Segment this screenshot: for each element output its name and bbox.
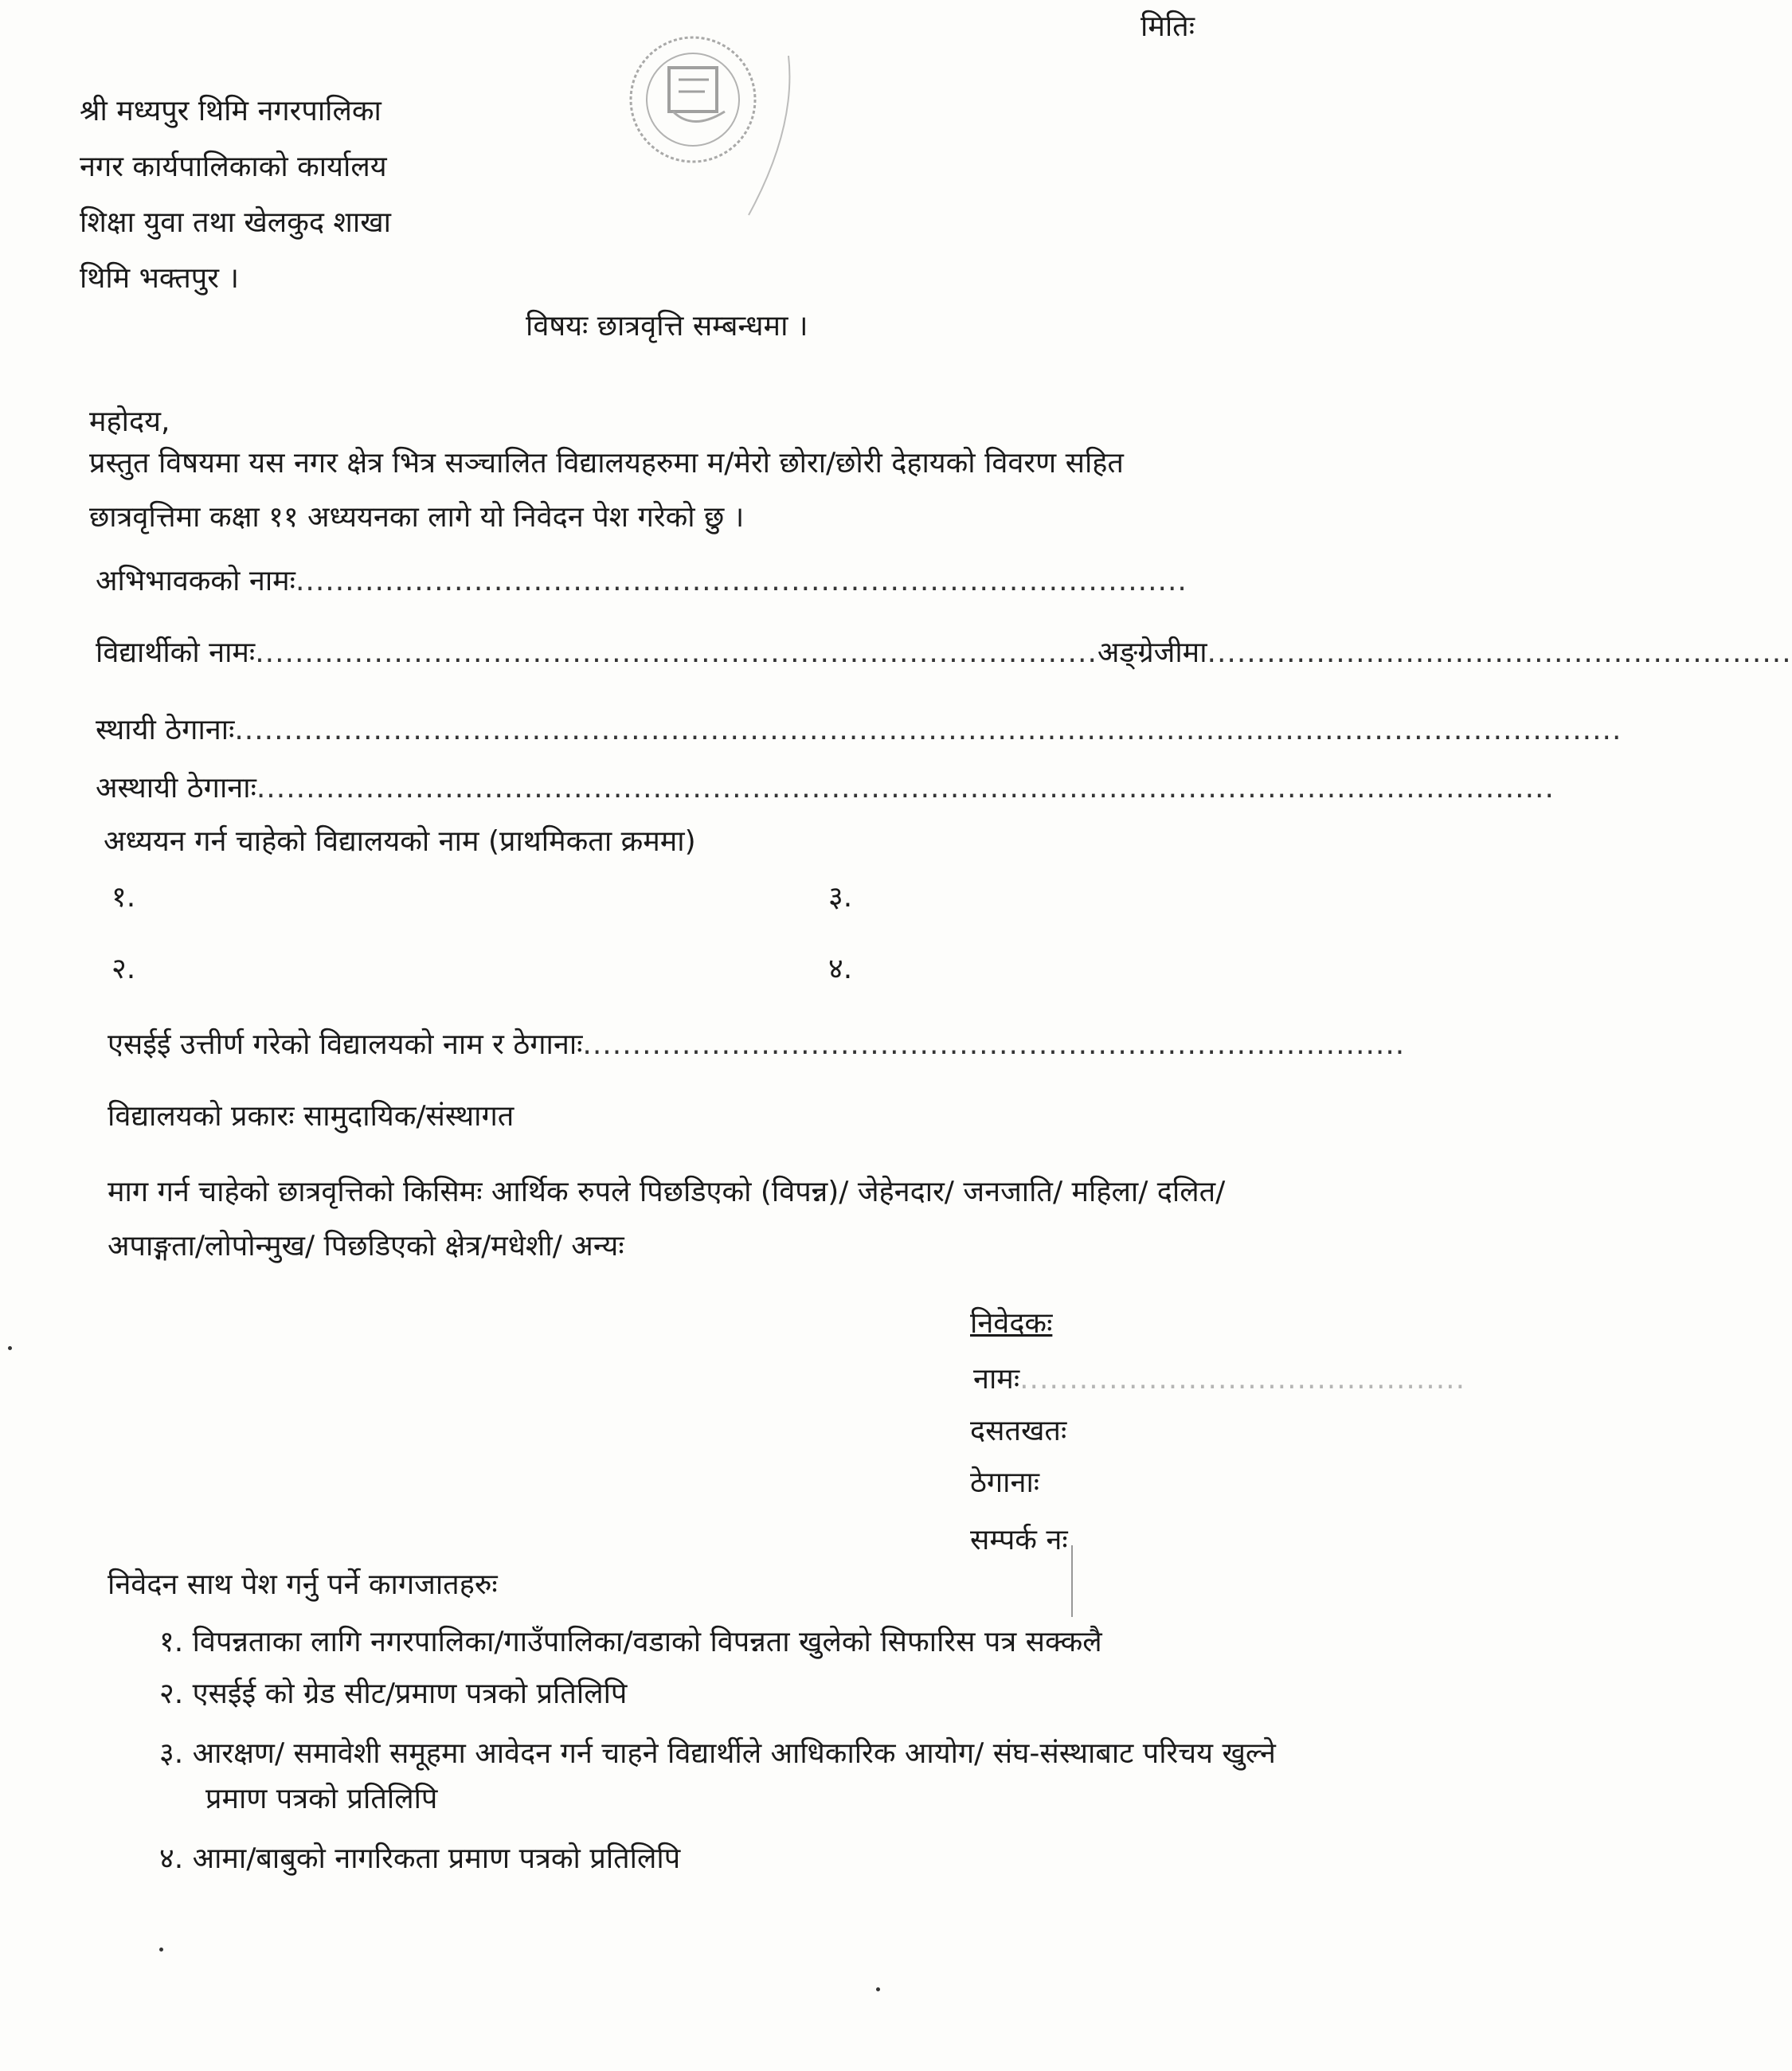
addressee-line-2: नगर कार्यपालिकाको कार्यालय	[80, 151, 387, 183]
documents-heading: निवेदन साथ पेश गर्नु पर्ने कागजातहरुः	[108, 1568, 498, 1601]
document-item-3: ३. आरक्षण/ समावेशी समूहमा आवेदन गर्न चाहने विद्यार्थीले आधिकारिक आयोग/ संघ-संस्थाबाट परिचय खुल्ने	[159, 1737, 1276, 1770]
addressee-line-1: श्री मध्यपुर थिमि नगरपालिका	[80, 95, 381, 127]
preference-4-label: ४.	[828, 953, 853, 985]
preference-2-label: २.	[112, 953, 136, 985]
student-name-label: विद्यार्थीको नामः.....................................................................................अङ्ग्रेजीमा...........................................................	[96, 636, 1792, 669]
school-preference-label: अध्ययन गर्न चाहेको विद्यालयको नाम (प्राथमिकता क्रममा)	[104, 825, 696, 858]
applicant-address-label: ठेगानाः	[970, 1466, 1040, 1499]
scan-speck	[876, 1987, 880, 1991]
school-type-label: विद्यालयको प्रकारः सामुदायिक/संस्थागत	[108, 1100, 515, 1133]
addressee-line-3: शिक्षा युवा तथा खेलकुद शाखा	[80, 206, 391, 239]
addressee-line-4: थिमि भक्तपुर ।	[80, 262, 240, 295]
municipal-seal-icon	[605, 24, 820, 263]
scan-speck	[8, 1346, 12, 1350]
see-school-label: एसईई उत्तीर्ण गरेको विद्यालयको नाम र ठेगानाः...................................................................................	[108, 1028, 1406, 1061]
document-item-4: ४. आमा/बाबुको नागरिकता प्रमाण पत्रको प्रतिलिपि	[159, 1842, 681, 1875]
applicant-heading: निवेदकः	[970, 1307, 1053, 1340]
document-item-2: २. एसईई को ग्रेड सीट/प्रमाण पत्रको प्रतिलिपि	[159, 1678, 628, 1710]
permanent-address-label: स्थायी ठेगानाः............................................................................................................................................	[96, 714, 1622, 746]
applicant-name-label: नामः.............................................	[973, 1363, 1466, 1396]
pen-mark	[1071, 1545, 1073, 1617]
scholarship-type-line-2: अपाङ्गता/लोपोन्मुख/ पिछडिएको क्षेत्र/मधेशी/ अन्यः	[108, 1230, 624, 1263]
preference-1-label: १.	[112, 881, 136, 914]
body-line-1: प्रस्तुत विषयमा यस नगर क्षेत्र भित्र सञ्चालित विद्यालयहरुमा म/मेरो छोरा/छोरी देहायको विवरण सहित	[89, 447, 1124, 480]
body-line-2: छात्रवृत्तिमा कक्षा ११ अध्ययनका लागे यो निवेदन पेश गरेको छु ।	[89, 501, 745, 534]
subject-line: विषयः छात्रवृत्ति सम्बन्धमा ।	[526, 310, 808, 343]
english-name-label: अङ्ग्रेजीमा	[1097, 636, 1207, 669]
preference-3-label: ३.	[828, 881, 853, 914]
temporary-address-label: अस्थायी ठेगानाः...................................................................................................................................	[96, 772, 1555, 805]
document-item-3-cont: प्रमाण पत्रको प्रतिलिपि	[205, 1783, 438, 1815]
salutation: महोदय,	[89, 405, 170, 438]
applicant-signature-label: दसतखतः	[970, 1415, 1067, 1447]
scholarship-type-line-1: माग गर्न चाहेको छात्रवृत्तिको किसिमः आर्थिक रुपले पिछडिएको (विपन्न)/ जेहेनदार/ जनजाति/ महिला/ दलित/	[108, 1176, 1226, 1208]
scan-speck	[159, 1948, 163, 1952]
document-item-1: १. विपन्नताका लागि नगरपालिका/गाउँपालिका/वडाको विपन्नता खुलेको सिफारिस पत्र सक्कलै	[159, 1626, 1102, 1658]
date-label: मितिः	[1141, 10, 1195, 43]
guardian-name-label: अभिभावकको नामः..........................................................................................	[96, 565, 1187, 597]
applicant-contact-label: सम्पर्क नः	[970, 1524, 1068, 1556]
